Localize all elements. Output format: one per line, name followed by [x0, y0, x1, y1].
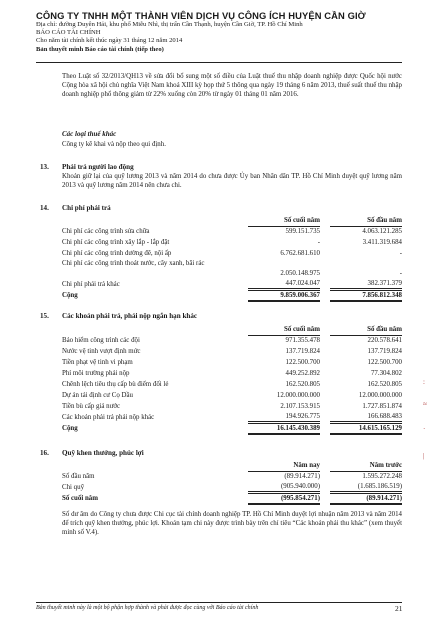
table-total-row: [62, 423, 402, 434]
section-14-title: Chi phí phải trả: [62, 204, 111, 212]
bonus-welfare-fund-table: [62, 460, 402, 504]
table-row: [62, 401, 402, 412]
row-value-begin: 382.371.379: [367, 280, 402, 287]
total-value-begin: 14.615.165.129: [358, 425, 402, 432]
row-label: Các khoản phải trả phải nộp khác: [62, 414, 155, 421]
row-label: Phí môi trường phải nộp: [62, 370, 130, 377]
table-header-row: [62, 215, 402, 226]
footer-divider: [36, 602, 402, 603]
page-number: 21: [395, 604, 403, 613]
section-13-number: 13.: [40, 163, 49, 171]
tax-law-paragraph: Theo Luật số 32/2013/QH13 về sửa đổi bổ sung một số điều của Luật thuế thu nhập doanh nghiệp được Quốc hội nước Cộng hòa xã hội chủ nghĩa Việt Nam khoá XIII kỳ họp thứ 5 thông qua ngày 19 tháng 6 năm 2013, thuế suất thuế thu nhập doanh nghiệp phổ thông giảm từ 22% xuống còn 20% từ ngày 01 tháng 01 năm 2016.: [62, 73, 402, 99]
total-label: Cộng: [62, 425, 78, 432]
section-16-note: Số dư âm do Công ty chưa được Chi cục tài chính doanh nghiệp TP. Hồ Chí Minh duyệt lợi nhuận năm 2013 và năm 2014 để trích quỹ khen thưởng, phúc lợi. Khoản tạm chi này được trình bày trên chỉ tiêu “Các khoản phải thu khác” (xem thuyết minh số V.4).: [62, 511, 402, 537]
row-value-begin: 1.727.851.874: [362, 403, 402, 410]
row-label: Chi phí các công trình dường đê, nội ấp: [62, 250, 172, 257]
table-row: [62, 335, 402, 346]
row-value-end: 6.762.681.610: [280, 250, 320, 257]
total-value-begin: 7.856.812.348: [362, 292, 402, 299]
row-value-end: 12.000.000.000: [276, 392, 320, 399]
section-15-number: 15.: [40, 312, 49, 320]
row-label: Bảo hiểm công trình các đội: [62, 337, 140, 344]
row-value-begin: 220.578.641: [367, 337, 402, 344]
row-value-begin: 162.520.805: [367, 381, 402, 388]
table-row: [62, 379, 402, 390]
row-value-begin: -: [399, 250, 402, 257]
section-16-number: 16.: [40, 449, 49, 457]
document-header: [36, 10, 406, 54]
table-row: [62, 237, 402, 248]
row-label: Chi phí các công trình sửa chữa: [62, 228, 150, 235]
row-label: Chênh lệch tiêu thụ cấp bù điểm đối lẻ: [62, 381, 169, 388]
row-label: Dự án tái định cư Cọ Dầu: [62, 392, 134, 399]
footer-note: Bản thuyết minh này là một bộ phận hợp thành và phải được đọc cùng với Báo cáo tài chính: [36, 605, 259, 611]
table-row: [62, 226, 402, 237]
row-value-end: 2.050.148.975: [280, 270, 320, 277]
total-value-previous-year: (89.914.271): [366, 495, 402, 502]
row-value-begin: 4.063.121.285: [362, 228, 402, 235]
accrued-expenses-table: [62, 215, 402, 301]
row-value-begin: 166.688.483: [367, 413, 402, 420]
section-16-title: Quỹ khen thưởng, phúc lợi: [62, 449, 144, 457]
table-total-row: [62, 493, 402, 504]
row-value-previous-year: (1.685.186.519): [357, 483, 402, 490]
other-taxes-heading: Các loại thuế khác: [62, 130, 117, 138]
section-14-number: 14.: [40, 204, 49, 212]
row-value-begin: 12.000.000.000: [358, 392, 402, 399]
margin-mark: ≈: [423, 400, 427, 408]
table-row: [62, 368, 402, 379]
company-name: CÔNG TY TNHH MỘT THÀNH VIÊN DỊCH VỤ CÔNG ÍCH HUYỆN CẦN GIỜ: [36, 10, 366, 21]
column-header-this-year: Năm nay: [293, 462, 320, 469]
row-value-end: 2.107.153.915: [280, 403, 320, 410]
table-total-row: [62, 290, 402, 301]
row-value-begin: -: [399, 270, 402, 277]
report-title: BÁO CÁO TÀI CHÍNH: [36, 29, 101, 37]
notes-title: Bản thuyết minh Báo cáo tài chính (tiếp theo): [36, 45, 164, 53]
section-15-title: Các khoản phải trả, phải nộp ngắn hạn khác: [62, 312, 198, 320]
column-header-end-of-year: Số cuối năm: [284, 326, 320, 333]
total-value-this-year: (995.854.271): [280, 495, 320, 502]
row-value-end: 137.719.824: [285, 348, 320, 355]
margin-mark: |: [423, 452, 425, 460]
row-label: Nước vệ tinh vượt định mức: [62, 348, 141, 355]
column-header-beginning-of-year: Số đầu năm: [367, 217, 402, 224]
row-value-previous-year: 1.595.272.248: [362, 473, 402, 480]
table-header-row: [62, 324, 402, 335]
table-row: [62, 412, 402, 423]
row-value-end: 194.926.775: [285, 413, 320, 420]
column-header-beginning-of-year: Số đầu năm: [367, 326, 402, 333]
row-value-this-year: (89.914.271): [284, 473, 320, 480]
table-row: [62, 279, 402, 290]
row-value-end: -: [317, 239, 320, 246]
row-value-end: 162.520.805: [285, 381, 320, 388]
row-value-end: 971.355.478: [285, 337, 320, 344]
row-label: Chi phí phải trả khác: [62, 281, 120, 288]
row-label: Chi quỹ: [62, 484, 85, 491]
report-period: Cho năm tài chính kết thúc ngày 31 tháng 12 năm 2014: [36, 37, 183, 45]
table-row: [62, 482, 402, 493]
row-value-begin: 122.500.700: [367, 359, 402, 366]
total-value-end: 16.145.430.389: [276, 425, 320, 432]
other-taxes-text: Công ty kê khai và nộp theo qui định.: [62, 141, 166, 148]
row-value-end: 449.252.892: [285, 370, 320, 377]
total-label: Số cuối năm: [62, 495, 98, 502]
table-row: [62, 390, 402, 401]
margin-mark: :: [423, 378, 425, 386]
section-13-title: Phải trả người lao động: [62, 163, 134, 171]
row-value-begin: 137.719.824: [367, 348, 402, 355]
section-13-text: Khoản giữ lại của quỹ lương 2013 và năm 2014 do chưa được Ủy ban Nhân dân TP. Hồ Chí Minh duyệt quỹ lương năm 2013 và quỹ lương năm 2014 nên chưa chi.: [62, 173, 402, 190]
row-label: Tiền phạt vệ tinh vi phạm: [62, 359, 133, 366]
row-label: Chi phí các công trình xây lắp - lắp đặt: [62, 239, 170, 246]
table-row: [62, 471, 402, 482]
row-label: Chi phí các công trình thoát nước, cây xanh, bãi rác: [62, 260, 205, 267]
other-payables-table: [62, 324, 402, 434]
total-label: Cộng: [62, 292, 78, 299]
margin-mark: ·: [423, 425, 426, 433]
row-value-end: 599.151.735: [285, 228, 320, 235]
row-value-end: 122.500.700: [285, 359, 320, 366]
row-value-this-year: (905.940.000): [280, 483, 320, 490]
table-header-row: [62, 460, 402, 471]
column-header-end-of-year: Số cuối năm: [284, 217, 320, 224]
company-address: Địa chỉ: đường Duyên Hải, khu phố Miễu Nhì, thị trấn Cần Thạnh, huyện Cần Giờ, TP. Hồ Chí Minh: [36, 21, 303, 28]
header-divider: [36, 62, 402, 63]
row-value-begin: 3.411.319.684: [362, 239, 402, 246]
column-header-previous-year: Năm trước: [369, 462, 402, 469]
row-label: Số đầu năm: [62, 473, 95, 480]
total-value-end: 9.859.006.367: [280, 292, 320, 299]
row-label: Tiền bù cấp giá nước: [62, 403, 121, 410]
table-row: [62, 248, 402, 259]
row-value-end: 447.024.047: [285, 280, 320, 287]
table-row: [62, 259, 402, 279]
row-value-begin: 77.304.802: [370, 370, 402, 377]
table-row: [62, 357, 402, 368]
table-row: [62, 346, 402, 357]
